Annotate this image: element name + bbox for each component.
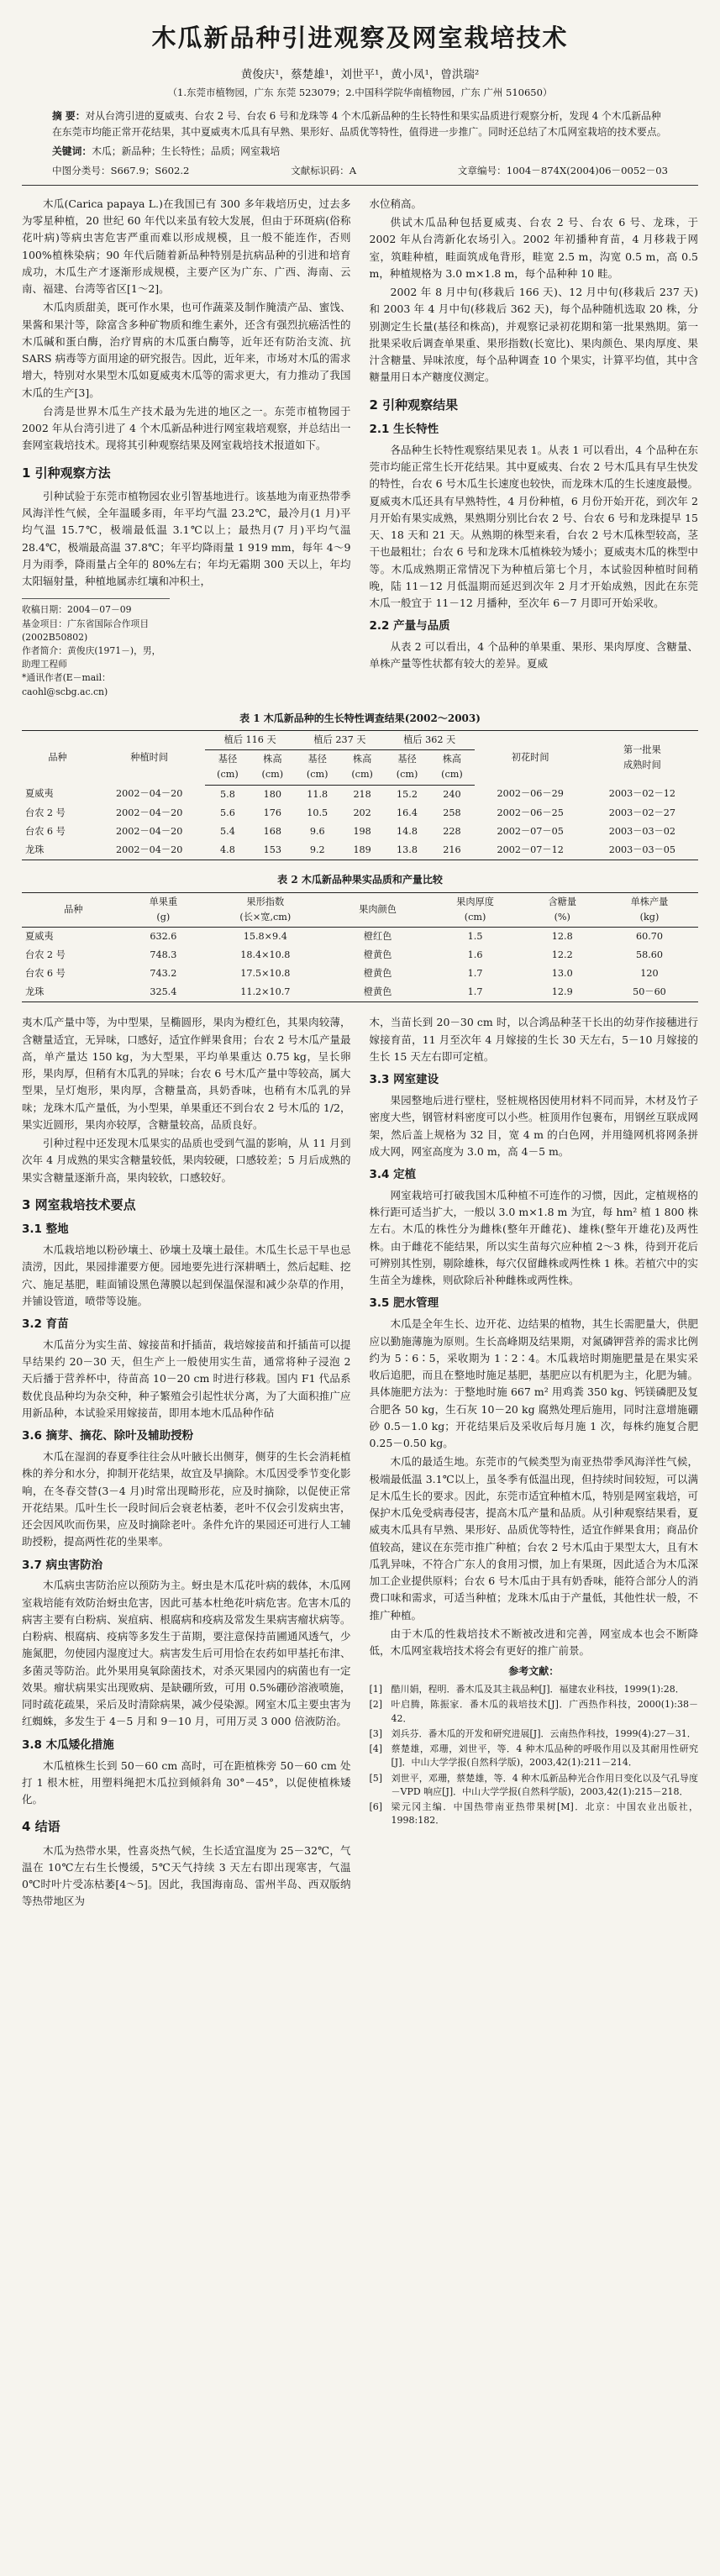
t1-h-height: 株高 (cm) <box>250 750 295 785</box>
left-column-1 <box>22 196 351 699</box>
t2-h-variety: 品种 <box>22 892 125 927</box>
references-heading: 参考文献： <box>508 1665 560 1678</box>
section-3-4-heading: 3.4 定植 <box>369 1168 417 1182</box>
affiliation: （1.东莞市植物园，广东 东莞 523079；2.中国科学院华南植物园，广东 广州 510650） <box>167 86 553 98</box>
section-1-heading: 1 引种观察方法 <box>22 465 111 481</box>
section-3-3-heading: 3.3 网室建设 <box>369 1073 439 1087</box>
section-3-8-heading: 3.8 木瓜矮化措施 <box>22 1737 114 1752</box>
footnote-fund: 基金项目：广东省国际合作项目(2002B50802) <box>22 618 150 643</box>
section-3-7-paragraph: 木瓜病虫害防治应以预防为主。蚜虫是木瓜花叶病的载体，木瓜网室栽培能有效防治蚜虫危害，因此可基本杜绝花叶病危害。危害木瓜的病害主要有白粉病、炭疽病、根腐病和疫病及常发生果病害瘤状病等。白粉病、根腐病、疫病等多发生于苗期，要注意保持苗圃通风透气，少施氮肥，勿使园内湿度过大。病害发生后可用恰在农药如甲基托布津、多菌灵等防治。此外果用臭氧除菌技术，对杀灭果园内的病菌也有一定效果。瘤状病果实出现败病、是缺硼所致，可用 0.5%硼砂溶液喷施，同时疏花疏果，采后及时清除病果，减少侵染源。网室木瓜主要虫害为红蜘蛛，多发生于 4－5 月和 9－10 月，可用万灵 3 000 倍液防治。 <box>22 1579 351 1728</box>
references <box>370 1664 699 1827</box>
materials-paragraph: 供试木瓜品种包括夏威夷、台农 2 号、台农 6 号、龙珠，于 2002 年从台湾新化农场引入。2002 年初播种育苗，4 月移栽于网室，筑畦种植，畦面筑成龟背形，畦宽 2.5 m，沟宽 0.5 m，高 0.5 m，种植规格为 3.0 m×1.8 m，每个品种种 10 畦。 <box>369 216 698 280</box>
conclusion-paragraph-2: 由于木瓜的性栽培技术不断被改进和完善，网室成本也会不断降低，木瓜网室栽培技术将会有更好的推广前景。 <box>369 1627 698 1657</box>
t2-h-sugar: 含糖量 (%) <box>524 892 601 927</box>
table-row: 龙珠 325.4 11.2×10.7 橙黄色 1.7 12.9 50－60 <box>25 986 666 998</box>
section-3-5-paragraph: 木瓜是全年生长、边开花、边结果的植物，其生长需肥量大，供肥应以勤施薄施为原则。生长高峰期及结果期，对氮磷钾营养的需求比例约为 5∶6∶5，采收期为 1∶2∶4。木瓜栽培时期施肥量是在果实采收后追肥，而且在整地时施足基肥，基肥应以有机肥为主，化肥为辅。具体施肥方法为：于整地时施 667 m² 用鸡粪 350 kg、钙镁磷肥及复合肥各 50 kg，生石灰 10－20 kg 腐熟处理后施用，同时注意增施硼砂 0.5－1.0 kg；开花结果后及采收后每月施 1 次，每株约施复合肥 0.25－0.50 kg。 <box>369 1317 698 1449</box>
t1-h-height: 株高 (cm) <box>339 750 384 785</box>
table-row: 台农 2 号 748.3 18.4×10.8 橙黄色 1.6 12.2 58.60 <box>25 949 663 960</box>
section-2-2-heading: 2.2 产量与品质 <box>369 619 450 633</box>
t1-h-flower: 初花时间 <box>511 752 549 764</box>
clc-number: 中图分类号：S667.9；S602.2 <box>52 165 190 177</box>
methods-paragraph: 2002 年 8 月中旬(移栽后 166 天)、12 月中旬(移栽后 237 天)和 2003 年 4 月中旬(移栽后 362 天)，每个品种随机选取 20 株，分别测定生长量(基径和株高)，并观察记录初花期和第一批果熟期。第一批果采收后调查单果重、果形指数(长宽比)、果肉颜色、果肉厚度、果汁含糖量、异味浓度，每个品种调查 10 个果实，计算平均值，其中含糖量用日本产糖度仪测定。 <box>369 286 698 384</box>
section-2-heading: 2 引种观察结果 <box>369 397 459 413</box>
reference-item: [6] 梁元冈主编．中国热带南亚热带果树[M]．北京：中国农业出版社，1998:182． <box>369 1801 698 1827</box>
doc-code: 文献标识码：A <box>291 165 357 177</box>
article-number: 文章编号：1004－874X(2004)06－0052－03 <box>457 165 668 177</box>
section-3-4-paragraph: 网室栽培可打破我国木瓜种植不可连作的习惯，因此，定植规格的株行距可适当扩大，一般以 3.0 m×1.8 m 为宜，每 hm² 植 1 800 株左右。木瓜的株性分为雌株(整年开雌花)、雄株(整年开雄花)及两性株。由于雌花不能结果，所以实生苗每穴应种植 2～3 株，待到开花后可辨别其性别，剔除雄株，每穴仅留雌株或两性株 1 株。若植穴中的实生苗全为雄株，则砍除后补种雌株或两性株。 <box>369 1188 698 1287</box>
t1-h-first <box>586 731 698 785</box>
footnote <box>22 598 170 698</box>
body-upper <box>22 196 698 699</box>
reference-item: [2] 叶启腾，陈振家．番木瓜的栽培技术[J]．广西热作科技，2000(1):38－42． <box>369 1699 698 1724</box>
table-2 <box>22 892 698 1003</box>
footnote-author: 作者简介：黄俊庆(1971－)，男，助理工程师 <box>22 644 161 670</box>
section-3-1-heading: 3.1 整地 <box>22 1222 69 1237</box>
section-3-2-heading: 3.2 育苗 <box>22 1317 69 1332</box>
section-3-1-paragraph: 木瓜栽培地以粉砂壤土、砂壤土及壤土最佳。木瓜生长忌干旱也忌渍涝，因此，果园排灌要方便。园地要先进行深耕晒土，然后起畦、挖穴、施足基肥，畦面铺设黑色薄膜以起到保温保湿和减少杂草的作用，并铺设管道，喷带等设施。 <box>22 1243 351 1307</box>
t1-h-first-line1: 第一批果 <box>623 744 661 755</box>
t1-h-group-2: 植后 237 天 <box>295 731 385 750</box>
right-column-1 <box>370 196 699 699</box>
table-row: 台农 6 号 743.2 17.5×10.8 橙黄色 1.7 13.0 120 <box>25 968 659 980</box>
body-lower <box>22 1014 698 1911</box>
footnote-received: 收稿日期：2004－07－09 <box>22 604 132 616</box>
header-rule <box>22 185 698 186</box>
table-1-caption: 表 1 木瓜新品种的生长特性调查结果(2002～2003) <box>239 712 481 724</box>
reference-item: [4] 蔡楚雄，邓珊，刘世平，等．4 种木瓜品种的呼吸作用以及其耐用性研究[J]．中山大学学报(自然科学版)，2003,42(1):211－214． <box>369 1743 698 1769</box>
intro-paragraph-3: 台湾是世界木瓜生产技术最为先进的地区之一。东莞市植物园于 2002 年从台湾引进了 4 个木瓜新品种进行网室栽培观察，并总结出一套网室栽培技术。现将其引种观察结果及网室栽培技术报道如下。 <box>22 404 351 452</box>
t1-h-variety: 品种 <box>48 752 67 764</box>
section-2-2-paragraph: 从表 2 可以看出，4 个品种的单果重、果形、果肉厚度、含糖量、单株产量等性状都有较大的差异。夏威 <box>369 640 698 670</box>
reference-item: [3] 刘兵芬．番木瓜的开发和研究进展[J]．云南热作科技，1999(4):27－31． <box>369 1727 696 1739</box>
section-3-8-paragraph: 木瓜植株生长到 50－60 cm 高时，可在距植株旁 50－60 cm 处打 1 根木桩，用塑料绳把木瓜拉到倾斜角 30°－45°，以促使植株矮化。 <box>22 1759 351 1806</box>
table-row: 龙珠 2002－04－20 4.8 153 9.2 189 13.8 216 2002－07－12 2003－03－05 <box>25 844 676 855</box>
intro-paragraph-1: 木瓜(Carica papaya L.)在我国已有 300 多年栽培历史，过去多为零星种植，20 世纪 60 年代以来虽有较大发展，但由于环斑病(俗称花叶病)等病虫害危害严重而难以形成规模，且一般不能连作，否则 100%植株染病；90 年代后随着新品种特别是抗病品种的引进和培育成功，木瓜生产才逐渐形成规模，主要产区为广东、广西、海南、云南、福建、台湾等省区[1～2]。 <box>22 197 351 296</box>
t2-h-flesh-thickness: 果肉厚度 (cm) <box>427 892 524 927</box>
keywords-text: 木瓜；新品种；生长特性；品质；网室栽培 <box>92 145 281 158</box>
table-row: 夏威夷 632.6 15.8×9.4 橙红色 1.5 12.8 60.70 <box>25 930 663 942</box>
t1-h-base: 基径 (cm) <box>205 750 250 785</box>
authors: 黄俊庆¹，蔡楚雄¹，刘世平¹，黄小凤¹，曾洪瑞² <box>240 67 480 81</box>
abstract <box>22 108 698 140</box>
t1-h-base: 基径 (cm) <box>385 750 429 785</box>
conclusion-paragraph: 木瓜的最适生地。东莞市的气候类型为南亚热带季风海洋性气候，极端最低温 3.1℃以上，虽冬季有低温出现，但持续时间较短，可以满足木瓜生长的要求。因此，东莞市适宜种植木瓜，特别是网室栽培，可保护木瓜免受病毒侵害，提高木瓜产量和品质。从引种观察结果看，夏威夷木瓜具有早熟、果形好、品质优等特性，适宜作鲜果食用；商品价值较高，建议在东莞市推广种植；台农 2 号木瓜由于果型太大，且有木瓜乳异味，不符合广东人的食用习惯，加上有果斑，因此适合为木瓜深加工企业提供原料；台农 6 号木瓜由于具有奶香味，能符合部分人的消费口味和需求，可适当种植；龙珠木瓜由于产量低，其他性状一般，不推广种植。 <box>369 1455 698 1622</box>
t2-h-flesh-color: 果肉颜色 <box>329 892 427 927</box>
abstract-text: 对从台湾引进的夏威夷、台农 2 号、台农 6 号和龙珠等 4 个木瓜新品种的生长特性和果实品质进行观察分析，发现 4 个木瓜新品种在东莞市均能正常开花结果，其中夏威夷木瓜具有早熟、果形好、品质优等特性，值得进一步推广。同时还总结了木瓜网室栽培的技术要点。 <box>52 110 667 139</box>
t2-h-shape-index: 果形指数 (长×宽,cm) <box>202 892 329 927</box>
reference-item: [5] 刘世平，邓珊，蔡楚雄，等．4 种木瓜新品种光合作用日变化以及气孔导度－VPD 响应[J]．中山大学学报(自然科学版)，2003,42(1):215－218． <box>369 1772 698 1797</box>
section-2-1-heading: 2.1 生长特性 <box>369 422 439 436</box>
left-column-2 <box>22 1014 351 1911</box>
right-column-2 <box>370 1014 699 1911</box>
section-3-2-paragraph: 木瓜苗分为实生苗、嫁接苗和扦插苗，栽培嫁接苗和扦插苗可以提早结果约 20－30 天，但生产上一般使用实生苗，通常将种子浸泡 2 天后播于营养杯中，待苗高 10－20 cm 时进行移栽。国内 F1 代品系数优良品种均为杂交种，种子繁殖会引起性状分离，为了大面积推广应用新品种，本试验采用嫁接苗，即用本地木瓜品种作砧 <box>22 1338 351 1419</box>
table-row: 台农 6 号 2002－04－20 5.4 168 9.6 198 14.8 228 2002－07－05 2003－03－02 <box>25 825 676 837</box>
table-row: 台农 2 号 2002－04－20 5.6 176 10.5 202 16.4 258 2002－06－25 2003－02－27 <box>25 807 676 818</box>
table-1 <box>22 730 698 860</box>
abstract-label: 摘 要： <box>52 110 86 123</box>
t1-h-base: 基径 (cm) <box>295 750 339 785</box>
footnote-corresponding: *通讯作者(E－mail：caohl@scbg.ac.cn) <box>22 672 111 697</box>
section-3-3-paragraph: 果园整地后进行壁柱，竖桩规格因使用材料不同而异，木材及竹子密度大些，钢管材料密度可以小些。桩顶用作包裹布，用钢丝互联成网架，然后盖上规格为 32 目，宽 4 m 的白色网，并用缝网机将网条拼成大网，网室高度为 3.0 m，高 4－5 m。 <box>369 1094 698 1158</box>
grafting-paragraph: 木，当苗长到 20－30 cm 时，以合鸿品种茎干长出的幼芽作接穗进行嫁接育苗，11 月至次年 4 月嫁接的生长 30 天左右，5－10 月嫁接的生长 15 天左右即可定植。 <box>369 1016 698 1063</box>
t1-h-plant-date: 种植时间 <box>130 752 169 764</box>
paper-title: 木瓜新品种引进观察及网室栽培技术 <box>151 24 569 52</box>
section-3-5-heading: 3.5 肥水管理 <box>369 1296 439 1311</box>
section-3-6-paragraph: 木瓜在湿润的春夏季往往会从叶腋长出侧芽，侧芽的生长会消耗植株的养分和水分，抑制开花结果，故宜及早摘除。木瓜因受季节变化影响，在冬春交替(3－4 月)时常出现畸形花，应及时摘除，以促使正常开花结果。瓜叶生长一段时间后会衰老枯萎，老叶不仅会引发病虫害，还会因风吹而伤果，应及时摘除老叶。条件允许的果园还可进行人工辅助授粉，提高两性花的坐果率。 <box>22 1450 351 1548</box>
section-3-heading: 3 网室栽培技术要点 <box>22 1196 136 1212</box>
section-1-paragraph: 引种试验于东莞市植物园农业引智基地进行。该基地为南亚热带季风海洋性气候，全年温暖多雨，年平均气温 23.2℃，最冷月(1 月)平均气温 15.7℃，极端最低温 3.1℃以上；最热月(7 月)平均气温 28.4℃，极端最高温 37.8℃；年平均降雨量 1 919 mm，每年 4～9 月为雨季，降雨量占全年的 80%左右；年均无霜期 300 天以上，年均太阳辐射量，种植地属赤红壤和冲积土， <box>22 489 351 588</box>
section-3-6-heading: 3.6 摘芽、摘花、除叶及辅助授粉 <box>22 1429 194 1443</box>
t2-h-fruit-weight: 单果重 (g) <box>125 892 202 927</box>
reference-item: [1] 酷川娟，程明．番木瓜及其主栽品种[J]．福建农业科技，1999(1):28． <box>369 1684 685 1695</box>
t2-h-yield: 单株产量 (kg) <box>601 892 698 927</box>
quality-paragraph: 夷木瓜产量中等，为中型果，呈椭圆形，果肉为橙红色，其果肉较薄，含糖量适宜，无异味，口感好，适宜作鲜果食用；台农 2 号木瓜产量最高，单产量达 150 kg，为大型果，平均单果重达 0.75 kg，呈长卵形，果肉厚，但稍有木瓜乳的异味；台农 6 号木瓜产量中等较高，属大型果，呈灯炮形，果肉厚，含糖量高，具奶香味，也稍有木瓜乳的异味；龙珠木瓜产量低，为小型果，单果重还不到台农 2 号木瓜的 1/2，果实近圆形，果肉亦较厚，含糖量较高，品质良好。 <box>22 1016 351 1131</box>
keywords <box>22 144 698 160</box>
section-4-heading: 4 结语 <box>22 1819 60 1835</box>
t1-h-height: 株高 (cm) <box>429 750 474 785</box>
classification-line <box>22 163 698 179</box>
table-row: 夏威夷 2002－04－20 5.8 180 11.8 218 15.2 240 2002－06－29 2003－02－12 <box>25 788 676 800</box>
t1-h-group-1: 植后 116 天 <box>205 731 295 750</box>
section-3-7-heading: 3.7 病虫害防治 <box>22 1558 103 1572</box>
t1-h-first-line2: 成熟时间 <box>623 760 661 771</box>
continued-text: 水位稍高。 <box>369 197 423 210</box>
section-4-paragraph: 木瓜为热带水果，性喜炎热气候，生长适宜温度为 25－32℃，气温在 10℃左右生长慢缓，5℃天气持续 3 天左右即出现寒害，气温 0℃时叶片受冻枯萎[4～5]。因此，我国海南岛、雷州半岛、西双版纳等热带地区为 <box>22 1843 351 1908</box>
table-2-caption: 表 2 木瓜新品种果实品质和产量比较 <box>277 874 443 886</box>
keywords-label: 关键词： <box>52 145 92 158</box>
temperature-paragraph: 引种过程中还发现木瓜果实的品质也受到气温的影响，从 11 月到次年 4 月成熟的果实含糖量较低，果肉较硬，口感较差；5 月后成熟的果实含糖量逐渐升高，果肉较软，口感较好。 <box>22 1137 351 1184</box>
t1-h-group-3: 植后 362 天 <box>385 731 475 750</box>
intro-paragraph-2: 木瓜肉质甜美，既可作水果，也可作蔬菜及制作腌渍产品、蜜饯、果酱和果汁等，除富含多种矿物质和维生素外，还含有强烈抗癌活性的木瓜碱和蛋白酶，治疗胃病的木瓜蛋白酶等，近年还有防治支流、抗 SARS 病毒等方面用途的研究报告。因此，近年来，市场对木瓜的需求增大，特别对水果型木瓜如夏威夷木瓜等的需求更大，有力推动了我国木瓜的生产[3]。 <box>22 301 351 399</box>
section-2-1-paragraph: 各品种生长特性观察结果见表 1。从表 1 可以看出，4 个品种在东莞市均能正常生长开花结果。其中夏威夷、台农 2 号木瓜具有早生快发的特性，台农 6 号木瓜生长速度也较快，而龙珠木瓜的生长速度最慢。夏威夷木瓜还具有早熟特性，4 月份种植，6 月份开始开花，到次年 2 月开始有果实成熟，果熟期分别比台农 2 号、台农 6 号和龙珠提早 15 天、18 天和 21 天。从熟期的株型来看，台农 2 号木瓜株型较高，茎干也最粗壮；台农 6 号和龙珠木瓜植株较为矮小；夏威夷木瓜的株型中等。木瓜成熟期正常情况下为种植后第七个月，本试验因种植时间稍晚，陆 11－12 月低温期而延迟到次年 2 月才开始成熟，因此在东莞木瓜一般宜于 11－12 月播种，至次年 6－7 月即可开始采收。 <box>369 443 698 610</box>
